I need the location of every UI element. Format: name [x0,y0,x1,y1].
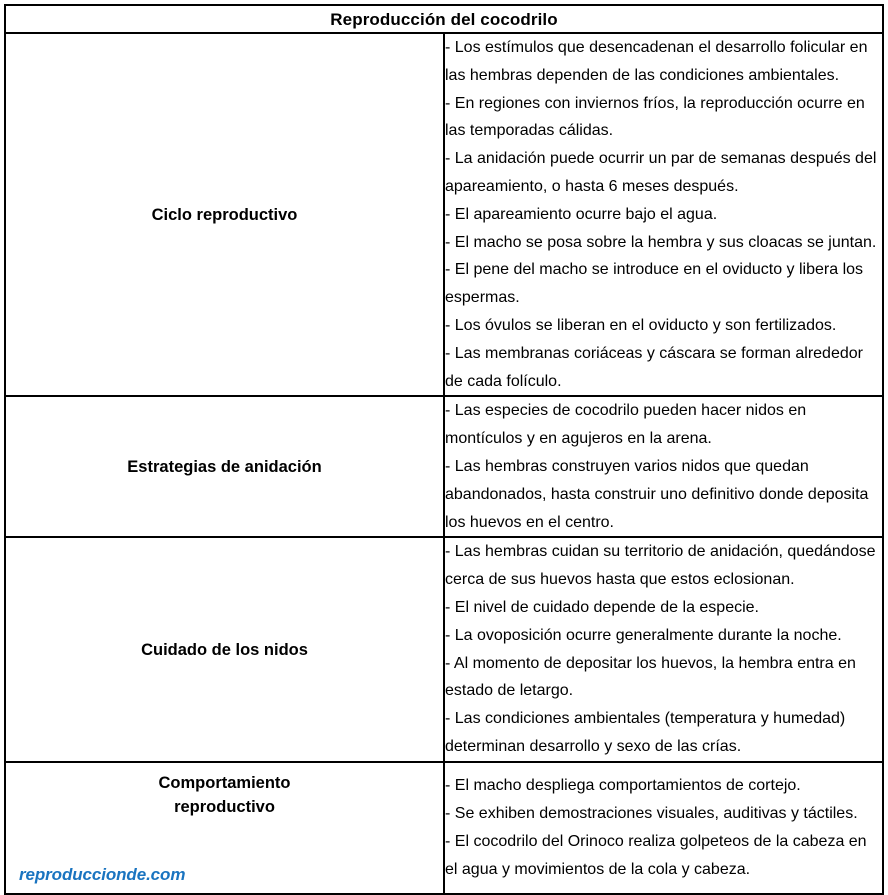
row-content-estrategias-de-anidacion [444,396,883,537]
table-row [5,762,883,894]
row-label-line: Estrategias de anidación [127,457,322,476]
bullet-item: - El pene del macho se introduce en el oviducto y libera los espermas. [445,261,864,307]
row-label-text [6,763,443,819]
table-row [5,33,883,396]
bullet-item: - Las condiciones ambientales (temperatura y humedad) determinan desarrollo y sexo de las crías. [445,710,846,755]
table-title: Reproducción del cocodrilo [5,5,883,33]
row-label-line: Cuidado de los nidos [141,640,308,659]
row-label-text [6,203,443,227]
bullet-item: - El cocodrilo del Orinoco realiza golpeteos de la cabeza en el agua y movimientos de la cola y cabeza. [445,832,867,878]
bullet-item: - El macho despliega comportamientos de cortejo. [445,777,801,795]
bullet-item: - Las membranas coriáceas y cáscara se forman alrededor de cada folículo. [445,344,863,390]
row-label-estrategias-de-anidacion [5,396,444,537]
bullet-item: - La ovoposición ocurre generalmente durante la noche. [445,626,842,644]
row-label-line: Ciclo reproductivo [151,205,298,224]
watermark-site-label: reproduccionde.com [19,864,186,884]
row-label-text [6,638,443,662]
row-label-text [6,455,443,479]
row-label-comportamiento-reproductivo [5,762,444,894]
bullet-item: - El macho se posa sobre la hembra y sus cloacas se juntan. [445,233,877,251]
bullet-item: - Las hembras construyen varios nidos que quedan abandonados, hasta construir uno definitivo donde deposita los huevos en el centro. [445,457,869,531]
row-label-cuidado-de-los-nidos [5,537,444,761]
table-header-row [5,5,883,33]
bullet-item: - El apareamiento ocurre bajo el agua. [445,205,718,223]
bullet-item: - Los estímulos que desencadenan el desarrollo folicular en las hembras dependen de las condiciones ambientales. [445,39,868,84]
row-content-ciclo-reproductivo [444,33,883,396]
bullet-item: - El nivel de cuidado depende de la especie. [445,598,759,616]
bullet-item: - Al momento de depositar los huevos, la hembra entra en estado de letargo. [445,654,856,700]
reproduction-table [4,4,884,895]
row-content-comportamiento-reproductivo [444,762,883,894]
row-content-cuidado-de-los-nidos [444,537,883,761]
bullet-item: - Las hembras cuidan su territorio de anidación, quedándose cerca de sus huevos hasta que estos eclosionan. [445,543,876,589]
bullet-item: - La anidación puede ocurrir un par de semanas después del apareamiento, o hasta 6 meses después. [445,150,877,195]
bullet-item: - Los óvulos se liberan en el oviducto y son fertilizados. [445,316,837,334]
bullet-item: - En regiones con inviernos fríos, la reproducción ocurre en las temporadas cálidas. [445,94,865,140]
row-label-line: reproductivo [174,797,275,816]
bullet-item: - Se exhiben demostraciones visuales, auditivas y táctiles. [445,804,858,822]
row-label-ciclo-reproductivo [5,33,444,396]
row-label-line: Comportamiento [158,773,291,792]
table-row [5,396,883,537]
bullet-item: - Las especies de cocodrilo pueden hacer nidos en montículos y en agujeros en la arena. [445,402,807,448]
table-row [5,537,883,761]
